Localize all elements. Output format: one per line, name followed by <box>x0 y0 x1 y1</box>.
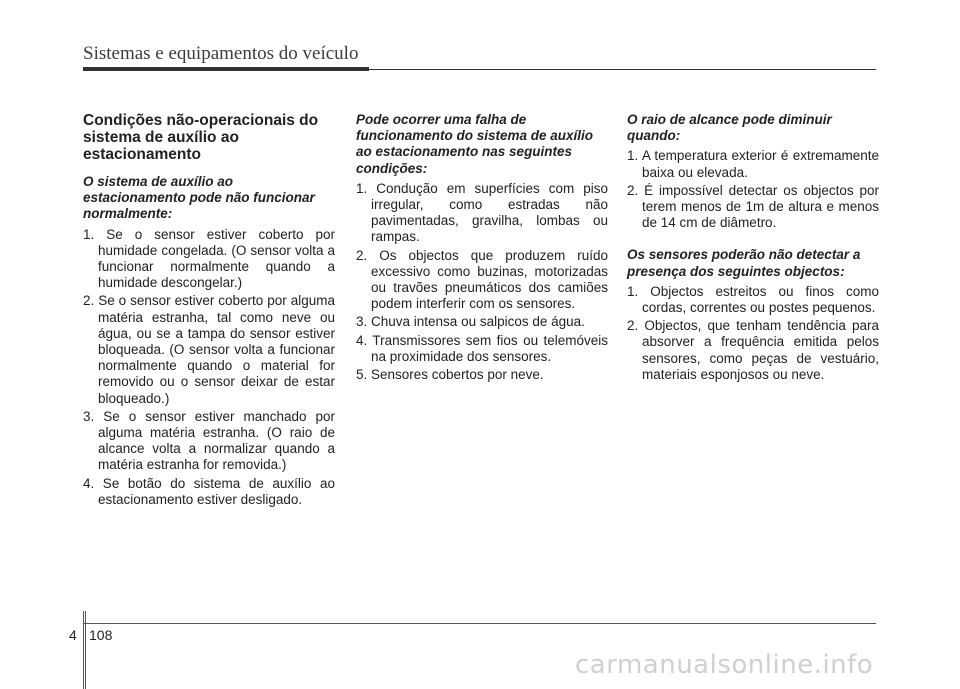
header-rule-thick <box>83 67 369 71</box>
list-item: 2. É impossível detectar os objectos por terem menos de 1m de altura e menos de 14 cm de diâmetro. <box>627 182 879 231</box>
list-item: 4. Se botão do sistema de auxílio ao estacionamento estiver desligado. <box>83 475 335 507</box>
list-item: 4. Transmissores sem fios ou telemóveis na proximidade dos sensores. <box>356 332 608 364</box>
header-rule-thin <box>369 69 876 70</box>
list-item: 1. Objectos estreitos ou finos como cordas, correntes ou postes pequenos. <box>627 283 879 316</box>
page-number: 108 <box>89 627 113 643</box>
column-3 <box>627 112 879 385</box>
list-item: 5. Sensores cobertos por neve. <box>356 367 544 383</box>
list-malfunction <box>356 181 608 383</box>
column-2 <box>356 112 608 385</box>
list-range-decrease <box>627 148 879 231</box>
list-undetected-objects <box>627 284 879 383</box>
subheading-not-working: O sistema de auxílio ao estacionamento pode não funcionar normalmente: <box>83 174 315 222</box>
subheading-range-decrease: O raio de alcance pode diminuir quando: <box>627 112 832 144</box>
subheading-malfunction: Pode ocorrer uma falha de funcionamento do sistema de auxílio ao estacionamento nas seguintes condições: <box>356 112 594 176</box>
list-item: 1. Se o sensor estiver coberto por humidade congelada. (O sensor volta a funcionar normalmente quando a humidade descongelar.) <box>83 226 335 291</box>
list-item: 1. A temperatura exterior é extremamente baixa ou elevada. <box>627 148 879 180</box>
column-1 <box>83 112 335 510</box>
watermark-text: carmanualsonline.info <box>575 650 874 680</box>
section-title: Condições não-operacionais do sistema de auxílio ao estacionamento <box>83 112 319 163</box>
list-not-working <box>83 227 335 508</box>
footer-horizontal-rule <box>83 623 876 624</box>
list-item: 2. Se o sensor estiver coberto por alguma matéria estranha, tal como neve ou água, ou se a tampa do sensor estiver bloqueada. (O sensor volta a funcionar normalmente quando o material for removido ou o sensor deixar de estar bloqueado.) <box>83 293 335 406</box>
list-item: 2. Objectos, que tenham tendência para absorver a frequência emitida pelos sensores, como peças de vestuário, materiais esponjosos ou neve. <box>627 318 879 382</box>
chapter-number: 4 <box>69 627 77 643</box>
page-header-title: Sistemas e equipamentos do veículo <box>83 43 359 64</box>
list-item: 3. Se o sensor estiver manchado por alguma matéria estranha. (O raio de alcance volta a normalizar quando a matéria estranha for removida.) <box>83 408 335 473</box>
list-item: 1. Condução em superfícies com piso irregular, como estradas não pavimentadas, gravilha, lombas ou rampas. <box>356 180 608 245</box>
subheading-undetected-objects: Os sensores poderão não detectar a presença dos seguintes objectos: <box>627 247 861 279</box>
list-item: 3. Chuva intensa ou salpicos de água. <box>356 314 585 330</box>
list-item: 2. Os objectos que produzem ruído excessivo como buzinas, motorizadas ou travões pneumáticos dos camiões podem interferir com os sensores. <box>356 247 608 312</box>
